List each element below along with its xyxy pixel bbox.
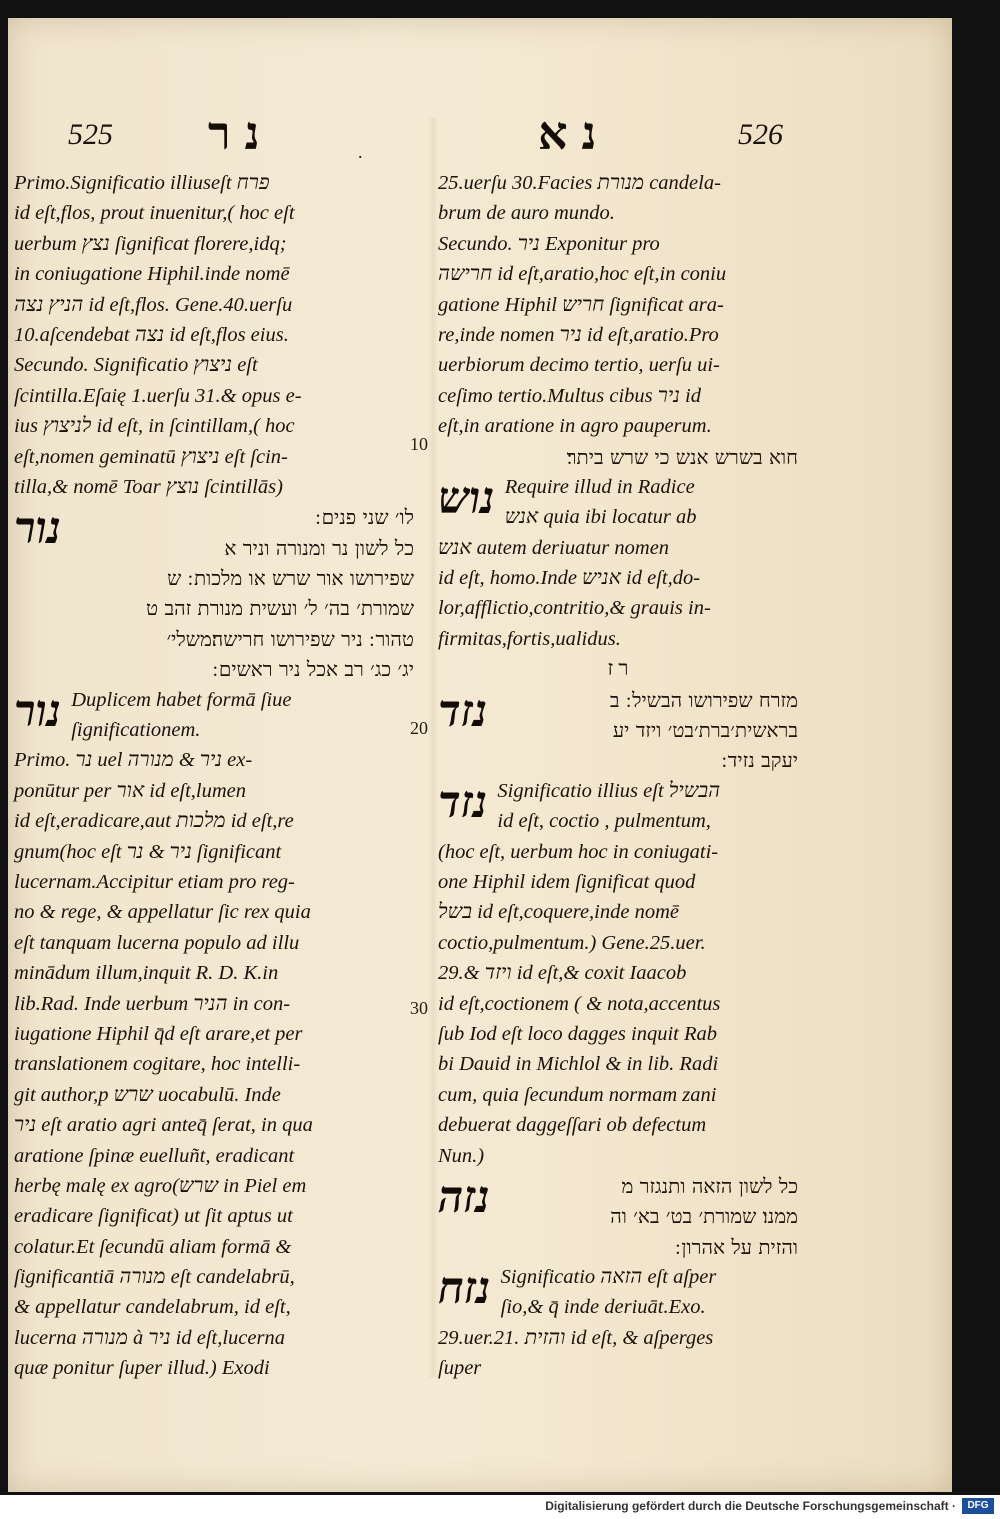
- entry-ner-line: שפירושו אור שרש או מלכות ׃ ש: [167, 566, 414, 591]
- entry-nzd-latin-line: ſub Iod eſt loco dagges inquit Rab: [438, 1022, 717, 1045]
- entry-nzd-latin-line: cum, quia ſecundum normam zani: [438, 1083, 717, 1106]
- entry-nur-line: ſignificationem.: [71, 719, 201, 742]
- entry-nzd-hebrew-line: מזרח שפירושו הבשיל ׃ ב: [609, 687, 798, 712]
- right-text-line: eſt,in aratione in agro pauperum.: [438, 415, 712, 438]
- entry-nzd-latin-line: debuerat daggeſſari ob defectum: [438, 1114, 707, 1137]
- right-text-line: ceſimo tertio.Multus cibus ניר id: [438, 384, 701, 407]
- left-page-number: 525: [68, 118, 113, 151]
- entry-nzd-latin-line: בשל id eſt,coquere,inde nomē: [438, 901, 680, 924]
- right-text-line: brum de auro mundo.: [438, 202, 615, 225]
- left-text-line: in coniugatione Hiphil.inde nomē: [14, 263, 290, 286]
- entry-nur: [14, 685, 414, 1384]
- entry-ner-line: טהור ׃ ניר שפירושו חרישה׃משלי׳: [166, 626, 414, 651]
- entry-nur-line: lucernam.Accipitur etiam pro reg-: [14, 870, 295, 893]
- digitization-credit-bar: [0, 1495, 1000, 1519]
- right-text-line: re,inde nomen ניר id eſt,aratio.Pro: [438, 323, 719, 346]
- entry-nzd-hebrew-line: בראשית׳ברת׳בט׳ ויזד יע: [612, 718, 798, 743]
- entry-ner-line: יג׳ כג׳ רב אכל ניר ראשים ׃: [212, 657, 414, 682]
- entry-nur-line: eſt tanquam lucerna populo ad illu: [14, 931, 300, 954]
- left-text-line: tilla,& nomē Toar נוצץ ſcintillās): [14, 475, 283, 498]
- left-header-mark: .: [358, 142, 363, 162]
- entry-nush-text: [438, 472, 798, 654]
- right-column: [438, 168, 798, 1384]
- entry-nur-line: lib.Rad. Inde uerbum הניר in con-: [14, 992, 291, 1015]
- entry-nur-line: ſignificantiā מנורה eſt candelabrū,: [14, 1266, 295, 1289]
- line-marker-30: 30: [410, 998, 428, 1018]
- entry-nzd-latin-line: Nun.): [438, 1144, 485, 1167]
- entry-ner-headword: נור: [14, 503, 62, 555]
- right-text-line: gatione Hiphil חריש ſignificat ara-: [438, 293, 724, 316]
- book-spread: [8, 18, 952, 1492]
- line-marker-20: 20: [410, 718, 428, 738]
- entry-ner: [14, 502, 414, 684]
- entry-nur-line: Primo. נר uel ניר & מנורה ex-: [14, 749, 253, 772]
- entry-nur-line: quæ ponitur ſuper illud.) Exodi: [14, 1357, 270, 1380]
- left-page-header: [68, 106, 428, 166]
- entry-nur-line: no & rege, & appellatur ſic rex quia: [14, 901, 311, 924]
- entry-nur-line: gnum(hoc eſt ניר & נר ſignificant: [14, 840, 282, 863]
- entry-nur-line: Duplicem habet formā ſiue: [71, 688, 292, 711]
- right-page-header: [538, 106, 948, 166]
- entry-nzh2-headword: נזח: [438, 1263, 491, 1315]
- entry-nzd-latin-line: Significatio illius eſt הבשיל: [497, 779, 721, 802]
- left-text-line: ius לניצוץ id eſt, in ſcintillam,( hoc: [14, 415, 295, 438]
- entry-nush-line: id eſt, homo.Inde אניש id eſt,do-: [438, 567, 701, 590]
- entry-nzd-hebrew-line: יעקב נזיד ׃: [721, 748, 798, 773]
- entry-nush-line: lor,afflictio,contritio,& grauis in-: [438, 597, 711, 620]
- entry-nzd2-headword: נזד: [438, 776, 488, 828]
- entry-nzh-latin: [438, 1262, 798, 1384]
- entry-nush-line: אנש autem deriuatur nomen: [438, 536, 670, 559]
- entry-nzd-headword: נזד: [438, 685, 488, 737]
- entry-nzh-latin-line: ſuper: [438, 1357, 482, 1380]
- entry-nur-line: git author,p שרש uocabulū. Inde: [14, 1083, 281, 1106]
- entry-nzd-hebrew: [438, 685, 798, 776]
- entry-nzd-latin-line: 29.& ויזד id eſt,& coxit Iaacob: [438, 962, 687, 985]
- right-text-line: Secundo. ניר Exponitur pro: [438, 232, 660, 255]
- digitization-credit: Digitalisierung gefördert durch die Deutsche Forschungsgemeinschaft ·: [545, 1499, 956, 1513]
- entry-nzd-latin-line: id eſt, coctio , pulmentum,: [497, 810, 711, 833]
- entry-nur-line: & appellatur candelabrum, id eſt,: [14, 1296, 291, 1319]
- left-column: [14, 168, 414, 1384]
- section-divider: ר ז: [607, 658, 629, 681]
- entry-nur-line: aratione ſpinæ euelluñt, eradicant: [14, 1144, 295, 1167]
- entry-nzd-latin-line: coctio,pulmentum.) Gene.25.uer.: [438, 931, 706, 954]
- entry-nzd-latin-line: (hoc eſt, uerbum hoc in coniugati-: [438, 840, 719, 863]
- right-page-number: 526: [738, 118, 783, 151]
- page-gutter: [428, 118, 438, 1378]
- left-text-line: הניץ נצה id eſt,flos. Gene.40.uerſu: [14, 293, 293, 316]
- entry-nush-line: אנש quia ibi locatur ab: [504, 506, 697, 529]
- entry-nzd-latin-line: one Hiphil idem ſignificat quod: [438, 870, 696, 893]
- entry-nur-line: translationem cogitare, hoc intelli-: [14, 1053, 301, 1076]
- left-text-line: uerbum נצץ ſignificat florere,idq;: [14, 232, 287, 255]
- entry-nur-line: iugatione Hiphil q̄d eſt arare,et per: [14, 1022, 303, 1045]
- entry-nur-line: minādum illum,inquit R. D. K.in: [14, 962, 279, 985]
- right-column-text: [438, 168, 798, 442]
- right-running-head: נא: [538, 106, 611, 160]
- entry-nzh-latin-line: 29.uer.21. והזית id eſt, & aſperges: [438, 1326, 714, 1349]
- dfg-logo: DFG: [962, 1498, 994, 1514]
- entry-nzd-latin-line: id eſt,coctionem ( & nota,accentus: [438, 992, 721, 1015]
- entry-nzd-latin: [438, 776, 798, 1171]
- right-text-line: uerbiorum decimo tertio, uerſu ui-: [438, 354, 720, 377]
- entry-nur-text: [14, 685, 414, 1384]
- entry-ner-line: לו׳ שני פנים ׃: [315, 505, 414, 530]
- left-text-line: eſt,nomen geminatū ניצוץ eſt ſcin-: [14, 445, 288, 468]
- entry-nur-line: ניר eſt aratio agri anteq̄ ſerat, in qua: [14, 1114, 313, 1137]
- entry-nzh-latin-text: [438, 1262, 798, 1384]
- entry-nur-line: eradicare ſignificat) ut ſit aptus ut: [14, 1205, 293, 1228]
- entry-nzd: [438, 685, 798, 776]
- entry-nzh-headword: נזה: [438, 1171, 490, 1223]
- line-marker-10: 10: [410, 434, 428, 454]
- left-text-line: id eſt,flos, prout inuenitur,( hoc eſt: [14, 202, 295, 225]
- entry-nur-line: colatur.Et ſecundū aliam formā &: [14, 1235, 292, 1258]
- entry-nur-line: id eſt,eradicare,aut מלכות id eſt,re: [14, 810, 294, 833]
- entry-nur-line: ponūtur per אור id eſt,lumen: [14, 779, 247, 802]
- entry-nush: [438, 442, 798, 655]
- left-running-head: נר: [208, 106, 274, 160]
- entry-nush-line: firmitas,fortis,ualidus.: [438, 627, 621, 650]
- entry-ner-line: כל לשון נר ומנורה וניר א: [224, 535, 414, 560]
- entry-nzh-hebrew-line: והזית על אהרון ׃: [675, 1234, 798, 1259]
- entry-nzd-latin-text: [438, 776, 798, 1171]
- entry-nzh-latin-line: ſio,& q̄ inde deriuāt.Exo.: [500, 1296, 706, 1319]
- entry-nush-headword: נוש: [438, 472, 495, 524]
- entry-nur-line: herbę malę ex agro(שרש in Piel em: [14, 1174, 307, 1197]
- left-text-line: Primo.Significatio illiuseſt פרח: [14, 172, 270, 194]
- entry-nush-line: Require illud in Radice: [504, 475, 695, 498]
- left-text-line: 10.aſcendebat נצה id eſt,flos eius.: [14, 323, 289, 346]
- entry-nzh-latin-line: Significatio הזאה eſt aſper: [500, 1266, 717, 1289]
- left-text-line: Secundo. Significatio ניצוץ eſt: [14, 354, 258, 377]
- entry-nush-hebrew: חוא בשרש אנש כי שרש ביתר׃: [566, 444, 798, 469]
- entry-nur-line: lucerna מנורה à ניר id eſt,lucerna: [14, 1326, 285, 1349]
- entry-nzh: [438, 1171, 798, 1262]
- entry-nzd-latin-line: bi Dauid in Michlol & in lib. Radi: [438, 1053, 719, 1076]
- entry-nzh-hebrew: [438, 1171, 798, 1262]
- entry-nur-headword: נור: [14, 685, 62, 737]
- entry-ner-line: שמורת׳ בה׳ ל׳ ועשית מנורת זהב ט: [146, 596, 414, 621]
- left-column-text: [14, 168, 414, 502]
- entry-nzh-hebrew-line: ממנו׃ שמורת׳ בט׳ בא׳ וה: [610, 1204, 798, 1229]
- left-text-line: ſcintilla.Eſaię 1.uerſu 31.& opus e-: [14, 384, 302, 407]
- entry-nzh-hebrew-line: כל לשון הזאה ותנגזר מ: [621, 1173, 798, 1198]
- right-text-line: חרישה id eſt,aratio,hoc eſt,in coniu: [438, 263, 727, 286]
- right-text-line: 25.uerſu 30.Facies מנורת candela-: [438, 172, 721, 194]
- entry-ner-text: [14, 502, 414, 684]
